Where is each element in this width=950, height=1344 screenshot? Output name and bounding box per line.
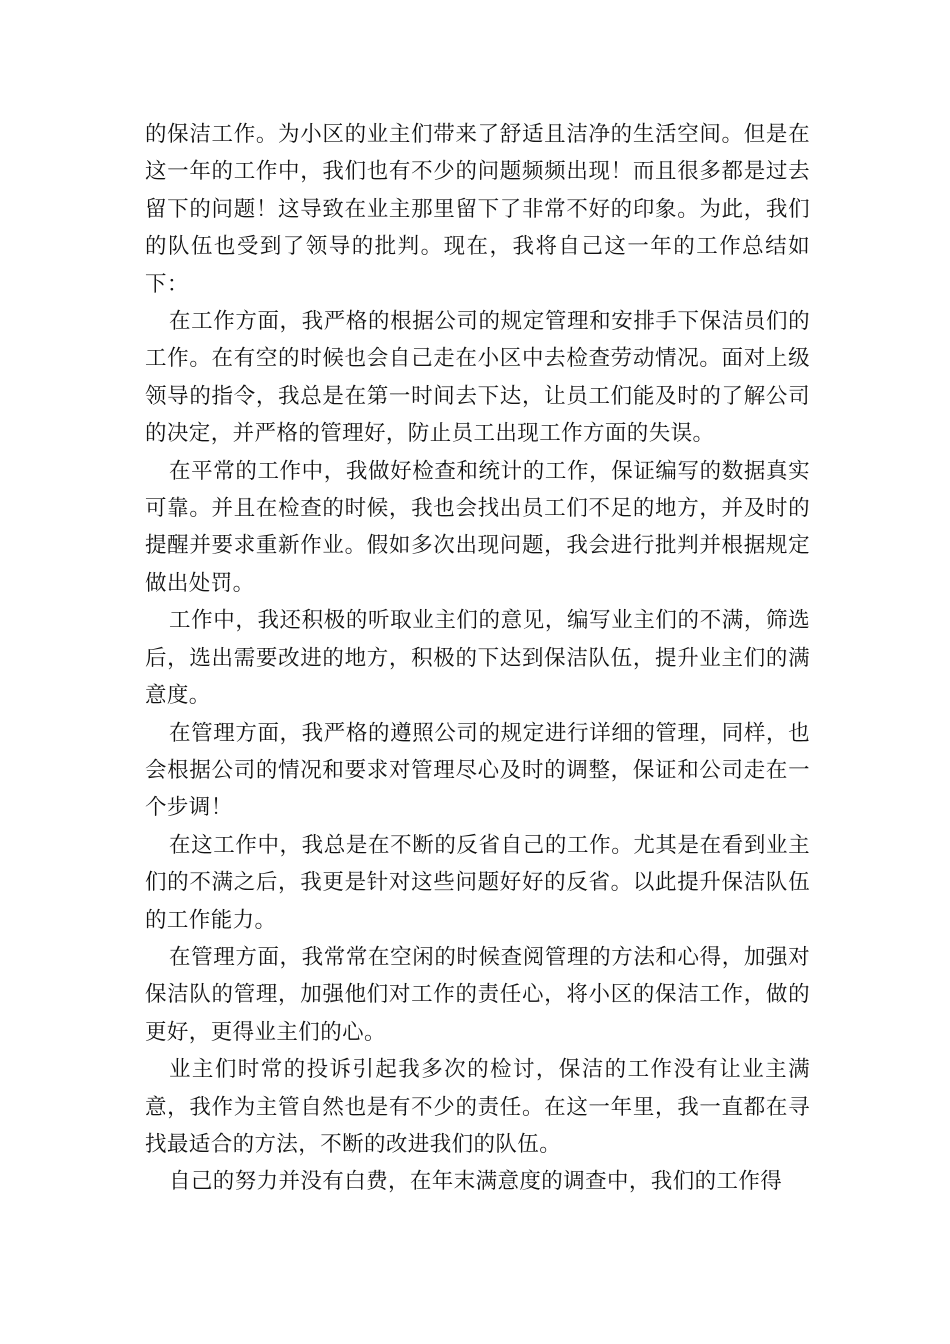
- paragraph-owner-feedback: 工作中，我还积极的听取业主们的意见，编写业主们的不满，筛选后，选出需要改进的地方，积极的下达到保洁队伍，提升业主们的满意度。: [145, 608, 810, 709]
- paragraph-management: 在管理方面，我严格的遵照公司的规定进行详细的管理，同样，也会根据公司的情况和要求对管理尽心及时的调整，保证和公司走在一个步调！: [145, 720, 810, 821]
- paragraph-complaints: 业主们时常的投诉引起我多次的检讨，保洁的工作没有让业主满意，我作为主管自然也是有不少的责任。在这一年里，我一直都在寻找最适合的方法，不断的改进我们的队伍。: [145, 1057, 810, 1157]
- paragraph-results: 自己的努力并没有白费，在年末满意度的调查中，我们的工作得: [169, 1169, 783, 1195]
- paragraph-continuation: 的保洁工作。为小区的业主们带来了舒适且洁净的生活空间。但是在这一年的工作中，我们也有不少的问题频频出现！而且很多都是过去留下的问题！这导致在业主那里留下了非常不好的印象。为此，我们的队伍也受到了领导的批判。现在，我将自己这一年的工作总结如下：: [145, 122, 810, 297]
- paragraph-management-study: 在管理方面，我常常在空闲的时候查阅管理的方法和心得，加强对保洁队的管理，加强他们对工作的责任心，将小区的保洁工作，做的更好，更得业主们的心。: [145, 944, 810, 1045]
- paragraph-work-aspect: 在工作方面，我严格的根据公司的规定管理和安排手下保洁员们的工作。在有空的时候也会自己走在小区中去检查劳动情况。面对上级领导的指令，我总是在第一时间去下达，让员工们能及时的了解公司的决定，并严格的管理好，防止员工出现工作方面的失误。: [145, 309, 810, 447]
- paragraph-inspection: 在平常的工作中，我做好检查和统计的工作，保证编写的数据真实可靠。并且在检查的时候，我也会找出员工们不足的地方，并及时的提醒并要求重新作业。假如多次出现问题，我会进行批判并根据规定做出处罚。: [145, 458, 810, 596]
- paragraph-reflection: 在这工作中，我总是在不断的反省自己的工作。尤其是在看到业主们的不满之后，我更是针对这些问题好好的反省。以此提升保洁队伍的工作能力。: [145, 832, 810, 933]
- document-body: [145, 116, 810, 1201]
